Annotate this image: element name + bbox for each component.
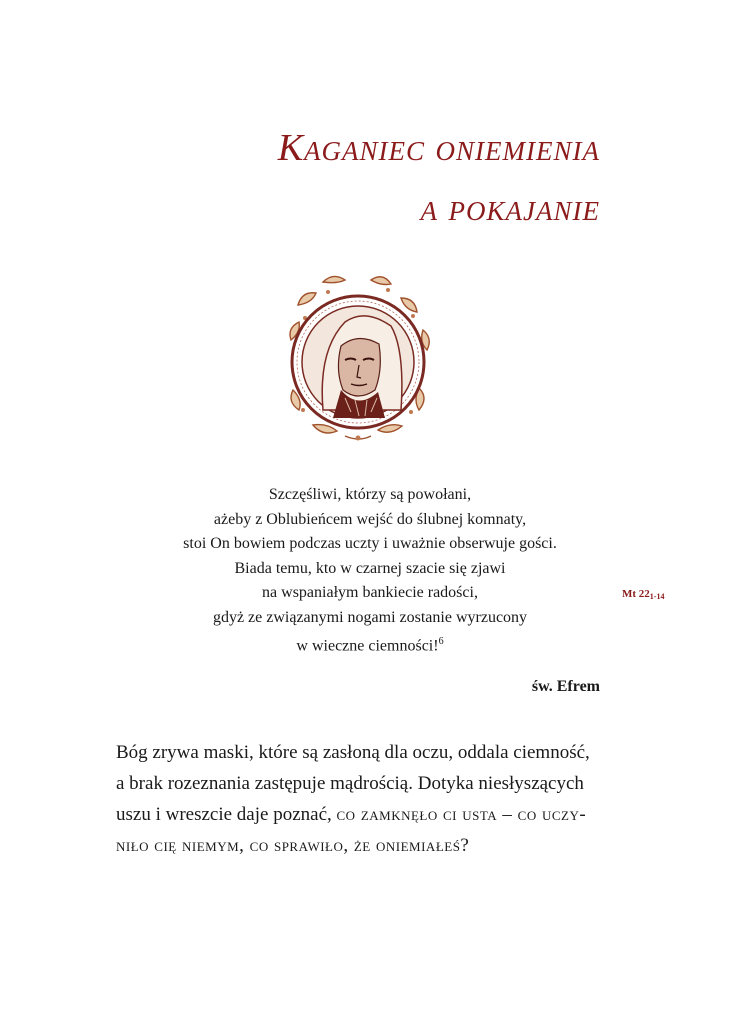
body-paragraph <box>116 737 602 861</box>
chapter-title-line-1: Kaganiec oniemienia <box>277 127 600 169</box>
poem-line: Szczęśliwi, którzy są powołani, <box>268 486 472 503</box>
paragraph-line: a brak rozeznania zastępuje mądrością. Dotyka niesłyszących <box>116 773 584 794</box>
reference-verses: 1-14 <box>649 592 665 601</box>
footnote-mark: 6 <box>438 636 444 647</box>
reference-book: Mt 22 <box>622 588 650 600</box>
chapter-title-line-2: a pokajanie <box>420 187 600 229</box>
paragraph-text: uszu i wreszcie daje poznać, <box>116 804 337 825</box>
margin-bible-reference <box>622 588 664 601</box>
poem-line-text: w wieczne ciemności! <box>296 637 439 655</box>
poem-line: Biada temu, kto w czarnej szacie się zjawi <box>234 559 506 577</box>
paragraph-line-small-caps: niło cię niemym, co sprawiło, że oniemiałeś? <box>116 835 470 856</box>
poem-quote <box>120 483 620 659</box>
portrait-medallion-icon <box>283 270 433 445</box>
poem-line-last <box>120 630 620 659</box>
poem-line: ażeby z Oblubieńcem wejść do ślubnej komnaty, <box>213 510 527 528</box>
poem-line: na wspaniałym bankiecie radości, <box>262 584 478 601</box>
quote-attribution: św. Efrem <box>531 678 600 695</box>
paragraph-small-caps: co zamknęło ci usta – co uczy- <box>336 804 587 825</box>
paragraph-line <box>116 799 602 830</box>
poem-line: gdyż ze związanymi nogami zostanie wyrzucony <box>212 608 528 626</box>
poem-line: stoi On bowiem podczas uczty i uważnie obserwuje gości. <box>183 535 557 552</box>
paragraph-line: Bóg zrywa maski, które są zasłoną dla oczu, oddala ciemność, <box>116 742 590 763</box>
